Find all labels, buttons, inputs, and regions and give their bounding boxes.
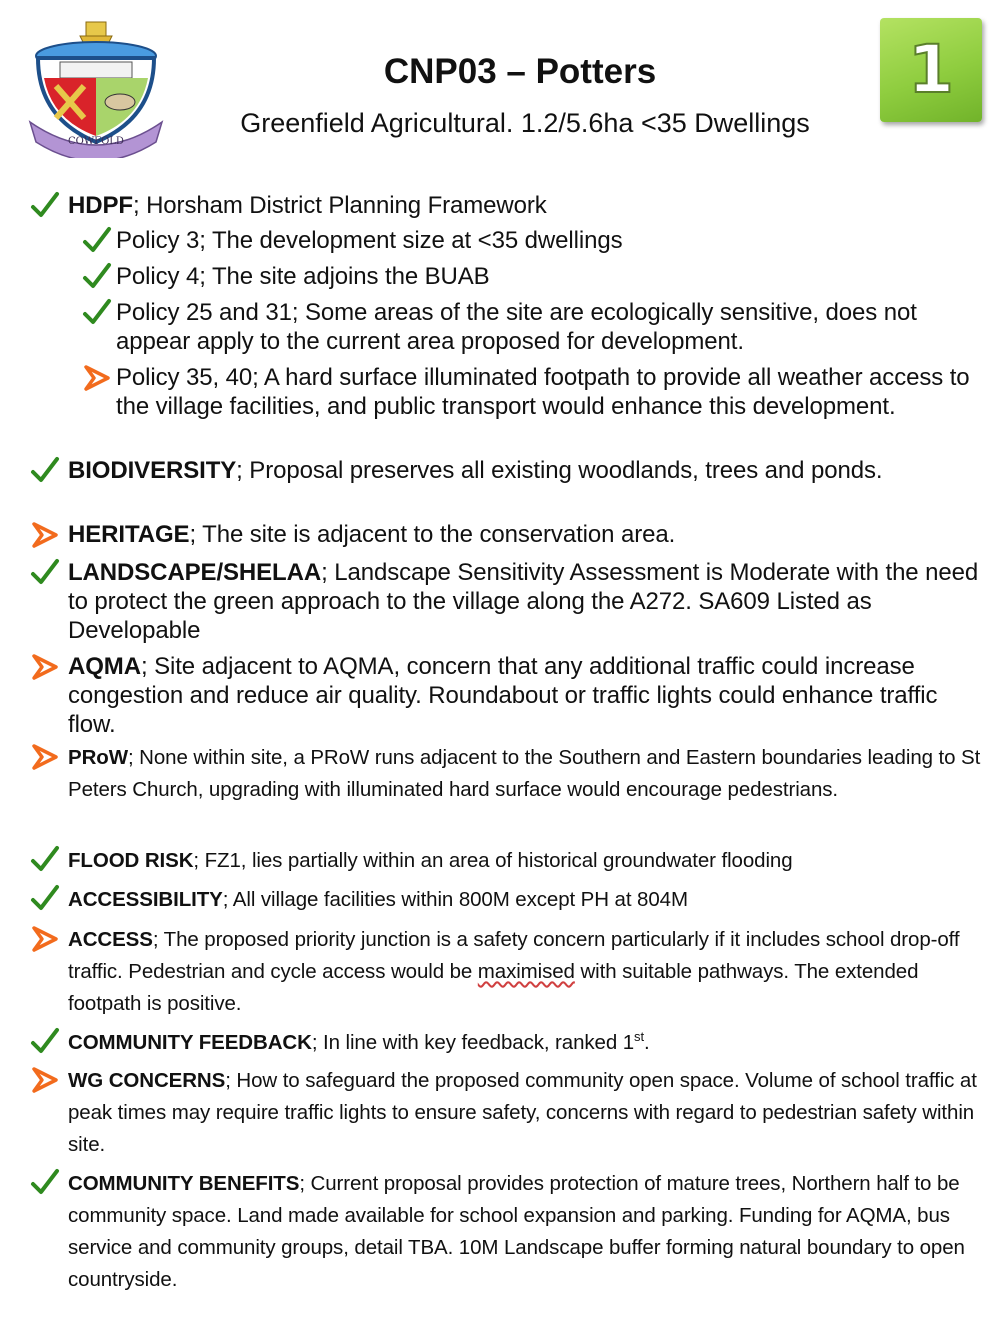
site-rank-badge: 1: [880, 18, 982, 122]
check-icon: [82, 298, 112, 328]
check-icon: [30, 884, 60, 914]
item-policy-35-40: Policy 35, 40; A hard surface illuminated footpath to provide all weather access to the village facilities, and public transport would enhance this development.: [116, 363, 986, 421]
arrow-icon: [30, 742, 60, 772]
check-icon: [30, 1168, 60, 1198]
arrow-icon: [30, 1065, 60, 1095]
arrow-icon: [30, 652, 60, 682]
page-title: CNP03 – Potters: [383, 52, 657, 91]
check-icon: [30, 191, 60, 221]
item-landscape-shelaa: LANDSCAPE/SHELAA; Landscape Sensitivity Assessment is Moderate with the need to protect the green approach to the village along the A272. SA609 Listed as Developable: [68, 558, 986, 645]
item-biodiversity: BIODIVERSITY; Proposal preserves all existing woodlands, trees and ponds.: [68, 456, 986, 485]
check-icon: [30, 456, 60, 486]
item-accessibility: ACCESSIBILITY; All village facilities within 800M except PH at 804M: [68, 884, 986, 916]
svg-text:COWFOLD: COWFOLD: [68, 136, 124, 147]
cowfold-crest-logo: [22, 18, 170, 158]
arrow-icon: [30, 520, 60, 550]
item-policy-3: Policy 3; The development size at <35 dwellings: [116, 226, 986, 255]
item-policy-4: Policy 4; The site adjoins the BUAB: [116, 262, 986, 291]
item-wg-concerns: WG CONCERNS; How to safeguard the proposed community open space. Volume of school traffic at peak times may require traffic lights to ensure safety, concerns with regard to pedestrian safety within site.: [68, 1065, 986, 1161]
item-hdpf: HDPF; Horsham District Planning Framework: [68, 191, 986, 220]
arrow-icon: [30, 924, 60, 954]
item-flood-risk: FLOOD RISK; FZ1, lies partially within an area of historical groundwater flooding: [68, 845, 986, 877]
check-icon: [82, 226, 112, 256]
check-icon: [30, 845, 60, 875]
item-heritage: HERITAGE; The site is adjacent to the conservation area.: [68, 520, 986, 549]
item-community-benefits: COMMUNITY BENEFITS; Current proposal provides protection of mature trees, Northern half to be community space. Land made available for school expansion and parking. Funding for AQMA, bus service and community groups, detail TBA. 10M Landscape buffer forming natural boundary to open countryside.: [68, 1168, 986, 1296]
item-aqma: AQMA; Site adjacent to AQMA, concern that any additional traffic could increase congestion and reduce air quality. Roundabout or traffic lights could enhance traffic flow.: [68, 652, 986, 739]
check-icon: [30, 558, 60, 588]
item-community-feedback: COMMUNITY FEEDBACK; In line with key feedback, ranked 1st.: [68, 1027, 986, 1059]
check-icon: [30, 1027, 60, 1057]
arrow-icon: [82, 363, 112, 393]
check-icon: [82, 262, 112, 292]
page-subtitle: Greenfield Agricultural. 1.2/5.6ha <35 Dwellings: [240, 108, 810, 138]
item-access: ACCESS; The proposed priority junction is a safety concern particularly if it includes school drop-off traffic. Pedestrian and cycle access would be maximised with suitable pathways. The extended footpath is positive.: [68, 924, 986, 1020]
item-policy-25-31: Policy 25 and 31; Some areas of the site are ecologically sensitive, does not appear apply to the current area proposed for development.: [116, 298, 986, 356]
spellcheck-word: maximised: [477, 960, 575, 983]
item-prow: PRoW; None within site, a PRoW runs adjacent to the Southern and Eastern boundaries leading to St Peters Church, upgrading with illuminated hard surface would encourage pedestrians.: [68, 742, 986, 806]
